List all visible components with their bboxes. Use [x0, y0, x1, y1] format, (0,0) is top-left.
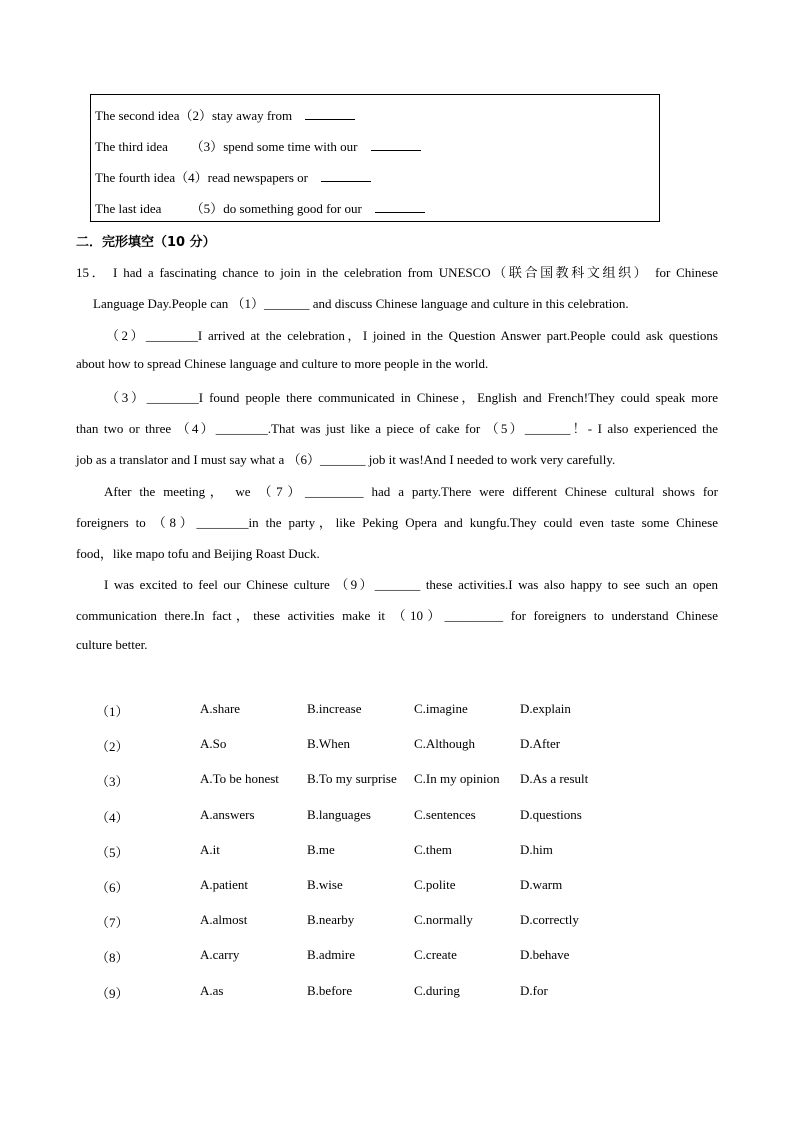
idea-label: The third idea	[95, 139, 168, 154]
question-number: （5）	[96, 845, 129, 860]
option-c[interactable]: C.them	[414, 842, 452, 857]
option-row	[96, 947, 716, 965]
passage-line: I was excited to feel our Chinese culture （9）_______ these activities.I was also happy to see such an open	[104, 577, 719, 592]
passage-line: than two or three （4）________.That was just like a piece of cake for （5）_______！- I also experienced the	[76, 421, 718, 436]
option-c[interactable]: C.sentences	[414, 807, 476, 822]
idea-label: The last idea	[95, 201, 162, 216]
passage-line: job as a translator and I must say what a （6）_______ job it was!And I needed to work very carefully.	[76, 452, 616, 467]
question-number: （8）	[96, 950, 129, 965]
answer-blank[interactable]	[305, 107, 355, 120]
option-b[interactable]: B.nearby	[307, 912, 355, 927]
idea-text: stay away from	[211, 108, 293, 123]
passage-line: （3）________I found people there communicated in Chinese，English and French!They could speak more	[106, 390, 718, 405]
idea-number: （4）	[175, 170, 208, 185]
option-b[interactable]: B.me	[307, 842, 335, 857]
option-a[interactable]: A.carry	[200, 947, 240, 962]
option-c[interactable]: C.Although	[414, 736, 476, 751]
option-d[interactable]: D.warm	[520, 877, 563, 892]
option-d[interactable]: D.As a result	[520, 771, 589, 786]
option-c[interactable]: C.In my opinion	[414, 771, 500, 786]
option-c[interactable]: C.create	[414, 947, 457, 962]
option-d[interactable]: D.correctly	[520, 912, 579, 927]
idea-label: The fourth idea	[95, 170, 176, 185]
option-d[interactable]: D.questions	[520, 807, 582, 822]
answer-blank[interactable]	[321, 169, 371, 182]
question-number: （2）	[96, 739, 129, 754]
option-c[interactable]: C.polite	[414, 877, 456, 892]
option-a[interactable]: A.answers	[200, 807, 255, 822]
idea-number: （5）	[190, 201, 224, 216]
passage-line: about how to spread Chinese language and culture to more people in the world.	[76, 356, 489, 371]
option-c[interactable]: C.during	[414, 983, 460, 998]
passage-line: 15． I had a fascinating chance to join in the celebration from UNESCO（联合国教科文组织） for Chinese	[76, 265, 718, 280]
passage-line: culture better.	[76, 637, 148, 652]
idea-number: （3）	[190, 139, 224, 154]
option-a[interactable]: A.share	[200, 701, 241, 716]
idea-text: read newspapers or	[207, 170, 308, 185]
option-d[interactable]: D.After	[520, 736, 561, 751]
option-row	[96, 771, 716, 789]
section-title: 二．完形填空（10 分）	[76, 235, 216, 250]
question-number: （3）	[96, 774, 129, 789]
option-row	[96, 807, 716, 825]
option-c[interactable]: C.imagine	[414, 701, 468, 716]
option-b[interactable]: B.admire	[307, 947, 356, 962]
passage-line: food，like mapo tofu and Beijing Roast Duck.	[76, 546, 320, 561]
idea-number: （2）	[179, 108, 212, 123]
option-a[interactable]: A.To be honest	[200, 771, 279, 786]
question-number: （1）	[96, 704, 129, 719]
option-a[interactable]: A.patient	[200, 877, 249, 892]
idea-row	[95, 198, 425, 217]
passage-line: communication there.In fact，these activities make it （10）_________ for foreigners to understand Chinese	[76, 608, 718, 623]
question-number: （7）	[96, 915, 129, 930]
option-row	[96, 701, 716, 719]
option-a[interactable]: A.So	[200, 736, 227, 751]
answer-blank[interactable]	[375, 200, 425, 213]
question-number: （9）	[96, 986, 129, 1001]
option-c[interactable]: C.normally	[414, 912, 473, 927]
option-a[interactable]: A.it	[200, 842, 220, 857]
option-b[interactable]: B.increase	[307, 701, 362, 716]
option-row	[96, 877, 716, 895]
option-row	[96, 736, 716, 754]
option-b[interactable]: B.before	[307, 983, 353, 998]
option-d[interactable]: D.for	[520, 983, 548, 998]
answer-blank[interactable]	[371, 138, 421, 151]
passage-line: After the meeting， we （7）_________ had a party.There were different Chinese cultural shows for	[104, 484, 718, 499]
idea-text: do something good for our	[223, 201, 362, 216]
passage-line: foreigners to （8）________in the party，like Peking Opera and kungfu.They could even taste some Chinese	[76, 515, 718, 530]
option-row	[96, 842, 716, 860]
idea-row	[95, 167, 371, 186]
option-b[interactable]: B.languages	[307, 807, 371, 822]
option-row	[96, 912, 716, 930]
option-d[interactable]: D.explain	[520, 701, 571, 716]
option-b[interactable]: B.To my surprise	[307, 771, 397, 786]
option-b[interactable]: B.When	[307, 736, 350, 751]
option-a[interactable]: A.as	[200, 983, 224, 998]
option-d[interactable]: D.behave	[520, 947, 570, 962]
idea-text: spend some time with our	[223, 139, 358, 154]
idea-row	[95, 105, 355, 124]
option-b[interactable]: B.wise	[307, 877, 343, 892]
question-number: （4）	[96, 810, 129, 825]
idea-label: The second idea	[95, 108, 180, 123]
option-row	[96, 983, 716, 1001]
idea-table	[90, 94, 660, 222]
idea-row	[95, 136, 421, 155]
option-d[interactable]: D.him	[520, 842, 553, 857]
passage-line: Language Day.People can （1）_______ and discuss Chinese language and culture in this celebration.	[93, 296, 629, 311]
passage-line: （2）________I arrived at the celebration，I joined in the Question Answer part.People could ask questions	[106, 328, 718, 343]
option-a[interactable]: A.almost	[200, 912, 248, 927]
question-number: （6）	[96, 880, 129, 895]
